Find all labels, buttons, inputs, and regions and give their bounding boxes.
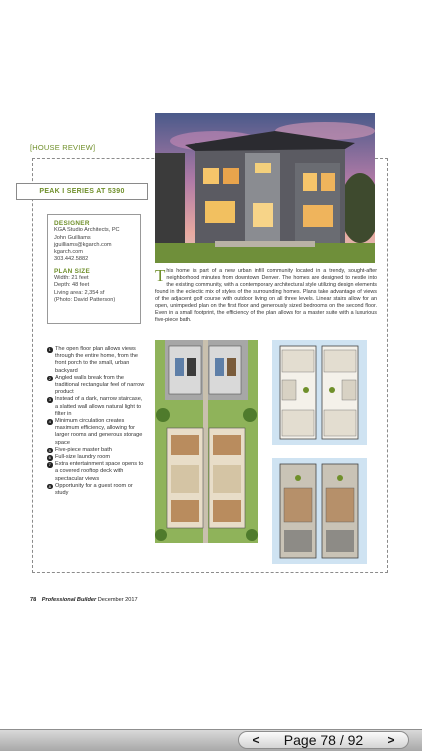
series-title: PEAK I SERIES AT 5390 (16, 183, 148, 200)
drop-cap: T (155, 266, 166, 285)
designer-line: John Guilliams (54, 234, 91, 241)
page-navigator (238, 731, 409, 749)
list-item (47, 418, 147, 447)
list-item (47, 454, 147, 461)
designer-info-box (47, 214, 141, 324)
plan-size-heading: PLAN SIZE (54, 267, 91, 275)
previous-page-button[interactable]: < (252, 733, 260, 747)
list-item (47, 396, 147, 418)
designer-line: KGA Studio Architects, PC (54, 227, 120, 234)
designer-email: jguilliams@kgarch.com (54, 241, 112, 248)
article-text: his home is part of a new urban infill community located in a trendy, sought-after neighborhood minutes from downtown Denver. The homes are designed to nestle into the existing community, with a contemporary architectural style utilizing design elements found in the eclectic mix of styles of the surrounding homes. Plans take advantage of views of the adjacent golf course with outdoor living on all three levels. Linear stairs allow for an open, unimpeded plan on the first floor and generously sized bedrooms on the second floor. Even in a small footprint, the efficiency of the plan allows for a master suite with a luxurious five-piece bath. (155, 268, 377, 323)
list-item (47, 346, 147, 375)
bullet-text: Five-piece master bath (55, 446, 112, 453)
designer-website: kgarch.com (54, 249, 83, 256)
bullet-number: 2 (48, 375, 51, 381)
plan-size-line: Living area: 2,354 sf (54, 289, 105, 296)
bullet-number: 3 (48, 397, 51, 403)
second-floor-plan-image (272, 340, 367, 445)
rooftop-plan-image (272, 458, 367, 564)
designer-phone: 303.442.5882 (54, 256, 89, 263)
plan-size-line: Depth: 48 feet (54, 282, 90, 289)
page-footer (30, 597, 138, 603)
section-label: [HOUSE REVIEW] (30, 143, 96, 152)
issue-date: December 2017 (97, 597, 138, 603)
site-plan-image (155, 340, 258, 543)
bullet-number: 7 (48, 462, 51, 468)
bullet-text: Minimum circulation creates maximum efficiency, allowing for larger rooms and generous storage space (55, 418, 143, 446)
list-item (47, 375, 147, 397)
bullet-text: Opportunity for a guest room or study (55, 482, 133, 497)
bullet-text: Extra entertainment space opens to a covered rooftop deck with spectacular views (55, 461, 144, 482)
photo-credit: (Photo: David Patterson) (54, 296, 116, 303)
list-item (47, 483, 147, 497)
page-indicator: Page 78 / 92 (283, 732, 364, 748)
next-page-button[interactable]: > (387, 733, 395, 747)
bullet-number: 4 (48, 419, 51, 425)
article-body (155, 268, 377, 324)
designer-heading: DESIGNER (54, 220, 90, 227)
list-item (47, 447, 147, 454)
bullet-text: Instead of a dark, narrow staircase, a slatted wall allows natural light to filter in (55, 396, 143, 417)
page-number: 78 (30, 597, 37, 603)
feature-list (47, 346, 147, 497)
bullet-text: Full-size laundry room (55, 454, 111, 461)
bullet-number: 5 (48, 447, 51, 453)
bullet-number: 1 (48, 347, 51, 352)
magazine-name: Professional Builder (41, 597, 97, 603)
bullet-number: 8 (48, 483, 51, 489)
bullet-text: The open floor plan allows views through the entire home, from the front porch to the small, urban backyard (55, 346, 139, 374)
house-photo (155, 113, 375, 263)
bullet-number: 6 (48, 455, 51, 461)
bullet-text: Angled walls break from the traditional rectangular feel of narrow product (55, 374, 145, 396)
list-item (47, 461, 147, 483)
plan-size-line: Width: 21 feet (54, 275, 89, 282)
